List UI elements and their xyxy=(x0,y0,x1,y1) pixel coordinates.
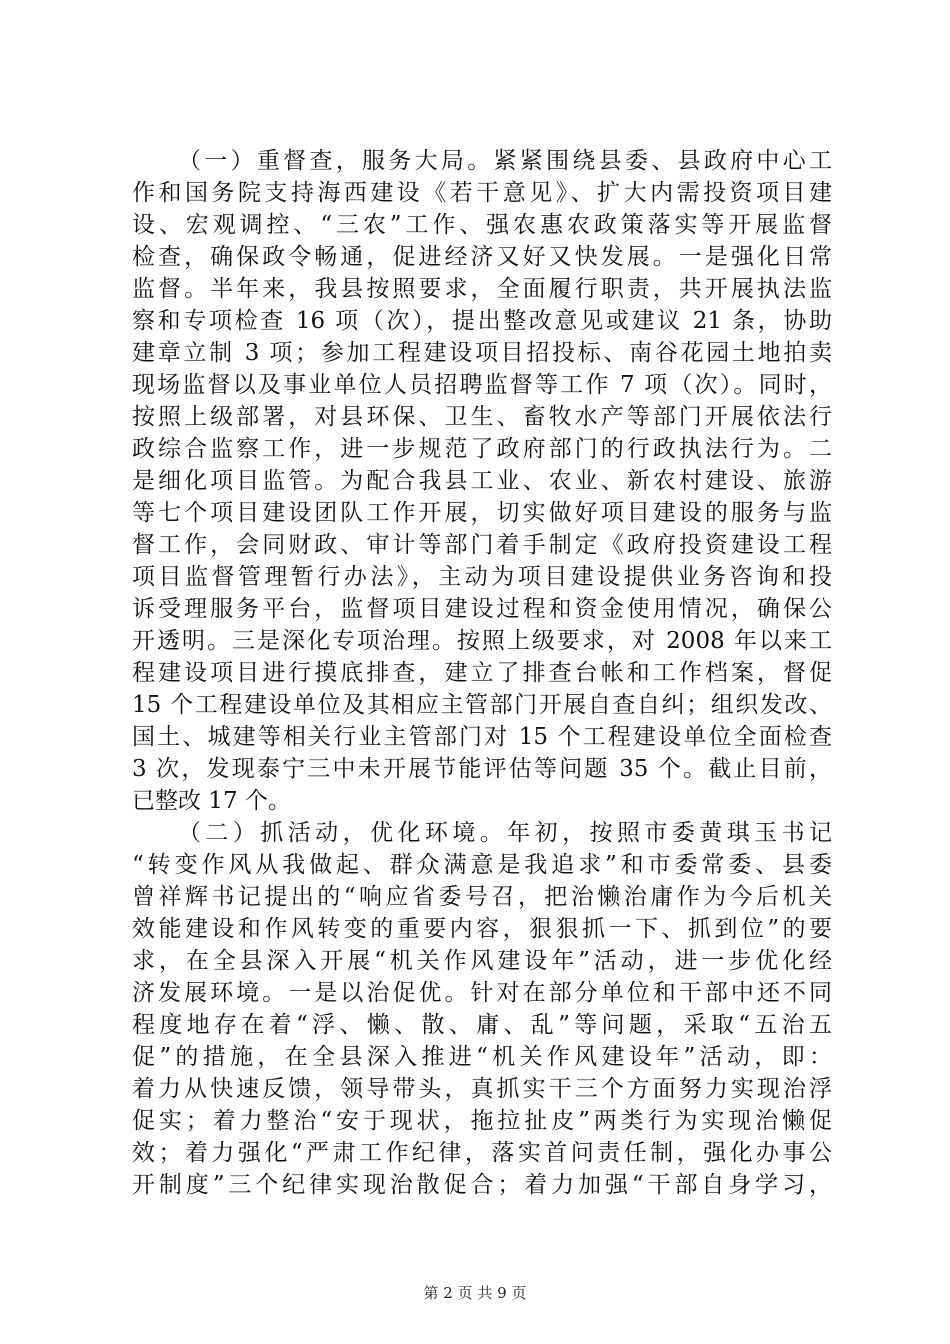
text-line: 项目监督管理暂行办法》，主动为项目建设提供业务咨询和投 xyxy=(132,564,832,590)
text-line: 效能建设和作风转变的重要内容，狠狠抓一下、抓到位”的要 xyxy=(132,916,832,942)
text-line: 求，在全县深入开展“机关作风建设年”活动，进一步优化经 xyxy=(132,948,832,974)
text-line: 察和专项检查 16 项（次），提出整改意见或建议 21 条，协助 xyxy=(132,308,832,334)
paragraph-2 xyxy=(132,817,832,1201)
text-line: 等七个项目建设团队工作开展，切实做好项目建设的服务与监 xyxy=(132,500,832,526)
text-line: 促实；着力整治“安于现状，拖拉扯皮”两类行为实现治懒促 xyxy=(132,1108,832,1134)
text-line: 已整改 17 个。 xyxy=(132,788,291,814)
text-line: （一）重督查，服务大局。紧紧围绕县委、县政府中心工 xyxy=(178,148,832,174)
text-line: 国土、城建等相关行业主管部门对 15 个工程建设单位全面检查 xyxy=(132,724,832,750)
text-line: 效；着力强化“严肃工作纪律，落实首问责任制，强化办事公 xyxy=(132,1140,832,1166)
text-line: 程建设项目进行摸底排查，建立了排查台帐和工作档案，督促 xyxy=(132,660,832,686)
text-line: 设、宏观调控、“三农”工作、强农惠农政策落实等开展监督 xyxy=(132,212,832,238)
body-text xyxy=(132,145,832,1201)
text-line: 督工作，会同财政、审计等部门着手制定《政府投资建设工程 xyxy=(132,532,832,558)
text-line: 现场监督以及事业单位人员招聘监督等工作 7 项（次）。同时， xyxy=(132,372,832,398)
text-line: 政综合监察工作，进一步规范了政府部门的行政执法行为。二 xyxy=(132,436,832,462)
text-line: （二）抓活动，优化环境。年初，按照市委黄琪玉书记 xyxy=(178,820,832,846)
text-line: 促”的措施，在全县深入推进“机关作风建设年”活动，即： xyxy=(132,1044,832,1070)
text-line: 监督。半年来，我县按照要求，全面履行职责，共开展执法监 xyxy=(132,276,832,302)
text-line: 着力从快速反馈，领导带头，真抓实干三个方面努力实现治浮 xyxy=(132,1076,832,1102)
text-line: “转变作风从我做起、群众满意是我追求”和市委常委、县委 xyxy=(132,852,832,878)
text-line: 济发展环境。一是以治促优。针对在部分单位和干部中还不同 xyxy=(132,980,832,1006)
text-line: 作和国务院支持海西建设《若干意见》、扩大内需投资项目建 xyxy=(132,180,832,206)
text-line: 检查，确保政令畅通，促进经济又好又快发展。一是强化日常 xyxy=(132,244,832,270)
text-line: 3 次，发现泰宁三中未开展节能评估等问题 35 个。截止目前， xyxy=(132,756,832,782)
text-line: 开透明。三是深化专项治理。按照上级要求，对 2008 年以来工 xyxy=(132,628,832,654)
paragraph-1 xyxy=(132,145,832,817)
text-line: 程度地存在着“浮、懒、散、庸、乱”等问题，采取“五治五 xyxy=(132,1012,832,1038)
page-footer: 第 2 页 共 9 页 xyxy=(423,1284,527,1302)
text-line: 按照上级部署，对县环保、卫生、畜牧水产等部门开展依法行 xyxy=(132,404,832,430)
text-line: 开制度”三个纪律实现治散促合；着力加强“干部自身学习， xyxy=(132,1172,832,1198)
text-line: 诉受理服务平台，监督项目建设过程和资金使用情况，确保公 xyxy=(132,596,832,622)
text-line: 是细化项目监管。为配合我县工业、农业、新农村建设、旅游 xyxy=(132,468,832,494)
text-line: 建章立制 3 项；参加工程建设项目招投标、南谷花园土地拍卖 xyxy=(132,340,832,366)
text-line: 曾祥辉书记提出的“响应省委号召，把治懒治庸作为今后机关 xyxy=(132,884,832,910)
text-line: 15 个工程建设单位及其相应主管部门开展自查自纠；组织发改、 xyxy=(132,692,832,718)
